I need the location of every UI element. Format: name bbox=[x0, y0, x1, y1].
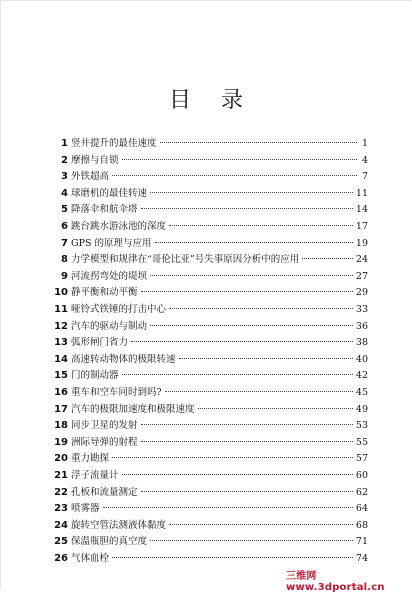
toc-entry-line bbox=[71, 502, 368, 516]
toc-dot-leader bbox=[150, 192, 353, 193]
toc-entry-line bbox=[71, 154, 368, 168]
toc-entry-page: 1 bbox=[361, 138, 368, 149]
toc-entry-page: 68 bbox=[355, 519, 368, 531]
toc-dot-leader bbox=[179, 358, 353, 359]
toc-entry-title: 同步卫星的发射 bbox=[71, 420, 138, 432]
toc-dot-leader bbox=[141, 291, 353, 292]
toc-entry[interactable] bbox=[0, 170, 412, 184]
toc-entry-number: 16 bbox=[54, 387, 68, 398]
toc-dot-leader bbox=[122, 374, 353, 375]
toc-entry[interactable] bbox=[0, 386, 412, 400]
toc-entry-title: 门的制动器 bbox=[71, 370, 119, 382]
toc-entry-title: 孔板和流量测定 bbox=[71, 486, 138, 498]
toc-entry-number: 9 bbox=[61, 270, 68, 282]
toc-entry-page: 40 bbox=[355, 353, 368, 365]
toc-entry-page: 4 bbox=[361, 154, 368, 166]
toc-dot-leader bbox=[160, 142, 357, 143]
toc-entry[interactable] bbox=[0, 519, 412, 533]
toc-entry-page: 45 bbox=[355, 387, 368, 398]
toc-entry-number: 6 bbox=[61, 221, 68, 232]
toc-dot-leader bbox=[103, 507, 353, 508]
toc-entry-number: 11 bbox=[54, 304, 68, 315]
watermark-text: 三维网www.3dportal.cn bbox=[286, 571, 385, 593]
toc-dot-leader bbox=[122, 159, 357, 160]
toc-entry-line bbox=[71, 452, 368, 466]
toc-entry-page: 29 bbox=[355, 287, 368, 299]
toc-entry-page: 42 bbox=[355, 370, 368, 382]
toc-dot-leader bbox=[141, 441, 353, 442]
toc-entry-page: 19 bbox=[355, 237, 368, 249]
toc-entry-line bbox=[71, 486, 368, 500]
toc-entry-line bbox=[71, 336, 368, 350]
toc-entry-title: 旋转空管法测液体黏度 bbox=[71, 519, 167, 531]
toc-entry-title: 哑铃式铁锤的打击中心 bbox=[71, 304, 167, 315]
toc-entry-line bbox=[71, 386, 368, 400]
toc-entry-title: 降落伞和航伞塔 bbox=[71, 204, 138, 216]
toc-entry-number: 22 bbox=[54, 486, 68, 498]
toc-dot-leader bbox=[150, 275, 353, 276]
toc-entry-page: 14 bbox=[355, 204, 368, 216]
toc-entry-page: 24 bbox=[355, 254, 368, 266]
toc-entry-line bbox=[71, 353, 368, 367]
toc-entry-number: 23 bbox=[54, 503, 68, 515]
toc-entry-page: 71 bbox=[355, 536, 368, 548]
toc-entry-line bbox=[71, 170, 368, 184]
toc-entry-line bbox=[71, 419, 368, 433]
toc-entry-page: 62 bbox=[355, 486, 368, 498]
toc-entry-title: 浮子流量计 bbox=[71, 470, 119, 481]
toc-entry-page: 64 bbox=[355, 503, 368, 515]
toc-entry-line bbox=[71, 137, 368, 151]
toc-entry[interactable] bbox=[0, 154, 412, 168]
toc-entry[interactable] bbox=[0, 270, 412, 284]
toc-dot-leader bbox=[141, 424, 353, 425]
toc-entry[interactable] bbox=[0, 486, 412, 500]
toc-entry-line bbox=[71, 220, 368, 234]
toc-entry-number: 3 bbox=[61, 171, 68, 183]
toc-entry[interactable] bbox=[0, 203, 412, 217]
toc-entry-line bbox=[71, 436, 368, 450]
toc-dot-leader bbox=[169, 524, 353, 525]
toc-entry[interactable] bbox=[0, 469, 412, 483]
toc-entry[interactable] bbox=[0, 403, 412, 417]
toc-dot-leader bbox=[169, 308, 353, 309]
toc-entry[interactable] bbox=[0, 452, 412, 466]
toc-dot-leader bbox=[112, 557, 353, 558]
toc-entry[interactable] bbox=[0, 535, 412, 549]
toc-dot-leader bbox=[150, 540, 353, 541]
toc-entry-title: 保温瓶胆的真空度 bbox=[71, 536, 148, 548]
toc-entry[interactable] bbox=[0, 552, 412, 566]
toc-entry-number: 7 bbox=[61, 237, 68, 249]
toc-entry[interactable] bbox=[0, 237, 412, 251]
toc-entry[interactable] bbox=[0, 436, 412, 450]
toc-entry-title: 跳台跳水游泳池的深度 bbox=[71, 221, 167, 232]
toc-entry[interactable] bbox=[0, 220, 412, 234]
toc-dot-leader bbox=[198, 408, 353, 409]
toc-entry-line bbox=[71, 270, 368, 284]
toc-dot-leader bbox=[302, 258, 353, 259]
toc-entry-number: 20 bbox=[54, 453, 68, 465]
toc-entry-line bbox=[71, 253, 368, 267]
toc-entry-page: 60 bbox=[355, 470, 368, 481]
toc-entry-line bbox=[71, 286, 368, 300]
toc-entry-line bbox=[71, 519, 368, 533]
toc-entry-number: 12 bbox=[54, 320, 68, 332]
toc-entry-page: 27 bbox=[355, 270, 368, 282]
toc-entry[interactable] bbox=[0, 303, 412, 317]
toc-entry-number: 4 bbox=[61, 187, 68, 199]
toc-entry[interactable] bbox=[0, 336, 412, 350]
toc-entry-line bbox=[71, 303, 368, 317]
toc-entry-number: 14 bbox=[54, 353, 68, 365]
toc-entry-title: 球磨机的最佳转速 bbox=[71, 187, 148, 199]
toc-entry-page: 17 bbox=[355, 221, 368, 232]
toc-dot-leader bbox=[155, 242, 353, 243]
toc-entry-title: 重力勘探 bbox=[71, 453, 110, 465]
toc-entry-number: 24 bbox=[54, 519, 68, 531]
toc-entry-line bbox=[71, 320, 368, 334]
toc-dot-leader bbox=[141, 491, 353, 492]
toc-entry-title: 竖井提升的最佳速度 bbox=[71, 138, 157, 149]
toc-entry-page: 7 bbox=[361, 171, 368, 183]
toc-entry-page: 53 bbox=[355, 420, 368, 432]
toc-dot-leader bbox=[131, 341, 353, 342]
toc-entry-line bbox=[71, 552, 368, 566]
toc-entry-title: 静平衡和动平衡 bbox=[71, 287, 138, 299]
toc-entry[interactable] bbox=[0, 253, 412, 267]
toc-entry-page: 38 bbox=[355, 337, 368, 349]
toc-entry-page: 36 bbox=[355, 320, 368, 332]
toc-entry-title: 重车和空车同时到吗? bbox=[71, 387, 162, 398]
toc-entry-line bbox=[71, 535, 368, 549]
toc-entry-line bbox=[71, 469, 368, 483]
toc-dot-leader bbox=[112, 457, 353, 458]
toc-dot-leader bbox=[141, 208, 353, 209]
toc-entry-number: 10 bbox=[54, 287, 68, 299]
toc-entry[interactable] bbox=[0, 286, 412, 300]
toc-entry-line bbox=[71, 187, 368, 201]
toc-entry-page: 11 bbox=[355, 187, 368, 199]
toc-entry-title: 弧形闸门省力 bbox=[71, 337, 129, 349]
toc-entry-title: 喷雾器 bbox=[71, 503, 100, 515]
toc-heading: 目录 bbox=[168, 88, 273, 113]
toc-dot-leader bbox=[169, 225, 353, 226]
toc-entry-line bbox=[71, 369, 368, 383]
toc-entry-title: GPS 的原理与应用 bbox=[71, 237, 152, 249]
toc-dot-leader bbox=[165, 391, 353, 392]
toc-entry-page: 57 bbox=[355, 453, 368, 465]
toc-entry-title: 河流拐弯处的堤坝 bbox=[71, 270, 148, 282]
toc-entry-page: 33 bbox=[355, 304, 368, 315]
toc-entry-title: 汽车的极限加速度和极限速度 bbox=[71, 403, 195, 415]
toc-entry-number: 15 bbox=[54, 370, 68, 382]
toc-entry-number: 13 bbox=[54, 337, 68, 349]
toc-entry-number: 2 bbox=[61, 154, 68, 166]
toc-entry[interactable] bbox=[0, 353, 412, 367]
toc-entry-title: 高速转动物体的极限转速 bbox=[71, 353, 176, 365]
toc-entry-number: 26 bbox=[54, 553, 68, 564]
toc-entry-number: 19 bbox=[54, 436, 68, 448]
toc-dot-leader bbox=[150, 325, 353, 326]
toc-entry[interactable] bbox=[0, 419, 412, 433]
toc-entry-number: 1 bbox=[61, 138, 68, 149]
toc-entry[interactable] bbox=[0, 320, 412, 334]
toc-entry[interactable] bbox=[0, 187, 412, 201]
toc-entry-title: 外铁超高 bbox=[71, 171, 110, 183]
toc-entry[interactable] bbox=[0, 369, 412, 383]
toc-entry[interactable] bbox=[0, 137, 412, 151]
toc-entry[interactable] bbox=[0, 502, 412, 516]
toc-entry-title: 汽车的驱动与制动 bbox=[71, 320, 148, 332]
toc-entry-number: 8 bbox=[61, 254, 68, 266]
toc-entry-title: 摩擦与自锁 bbox=[71, 154, 119, 166]
toc-entry-number: 5 bbox=[61, 204, 68, 216]
toc-entry-line bbox=[71, 203, 368, 217]
toc-entry-title: 力学模型和规律在“哥伦比亚”号失事原因分析中的应用 bbox=[71, 254, 300, 266]
toc-entry-number: 17 bbox=[54, 403, 68, 415]
toc-entry-number: 21 bbox=[54, 470, 68, 481]
toc-entry-number: 25 bbox=[54, 536, 68, 548]
toc-dot-leader bbox=[122, 474, 353, 475]
toc-entry-title: 洲际导弹的射程 bbox=[71, 436, 138, 448]
toc-entry-page: 74 bbox=[355, 553, 368, 564]
toc-entry-line bbox=[71, 237, 368, 251]
toc-dot-leader bbox=[112, 175, 357, 176]
toc-entry-page: 49 bbox=[355, 403, 368, 415]
toc-entry-title: 气体血栓 bbox=[71, 553, 110, 564]
toc-entry-page: 55 bbox=[355, 436, 368, 448]
toc-entry-line bbox=[71, 403, 368, 417]
toc-entry-number: 18 bbox=[54, 420, 68, 432]
